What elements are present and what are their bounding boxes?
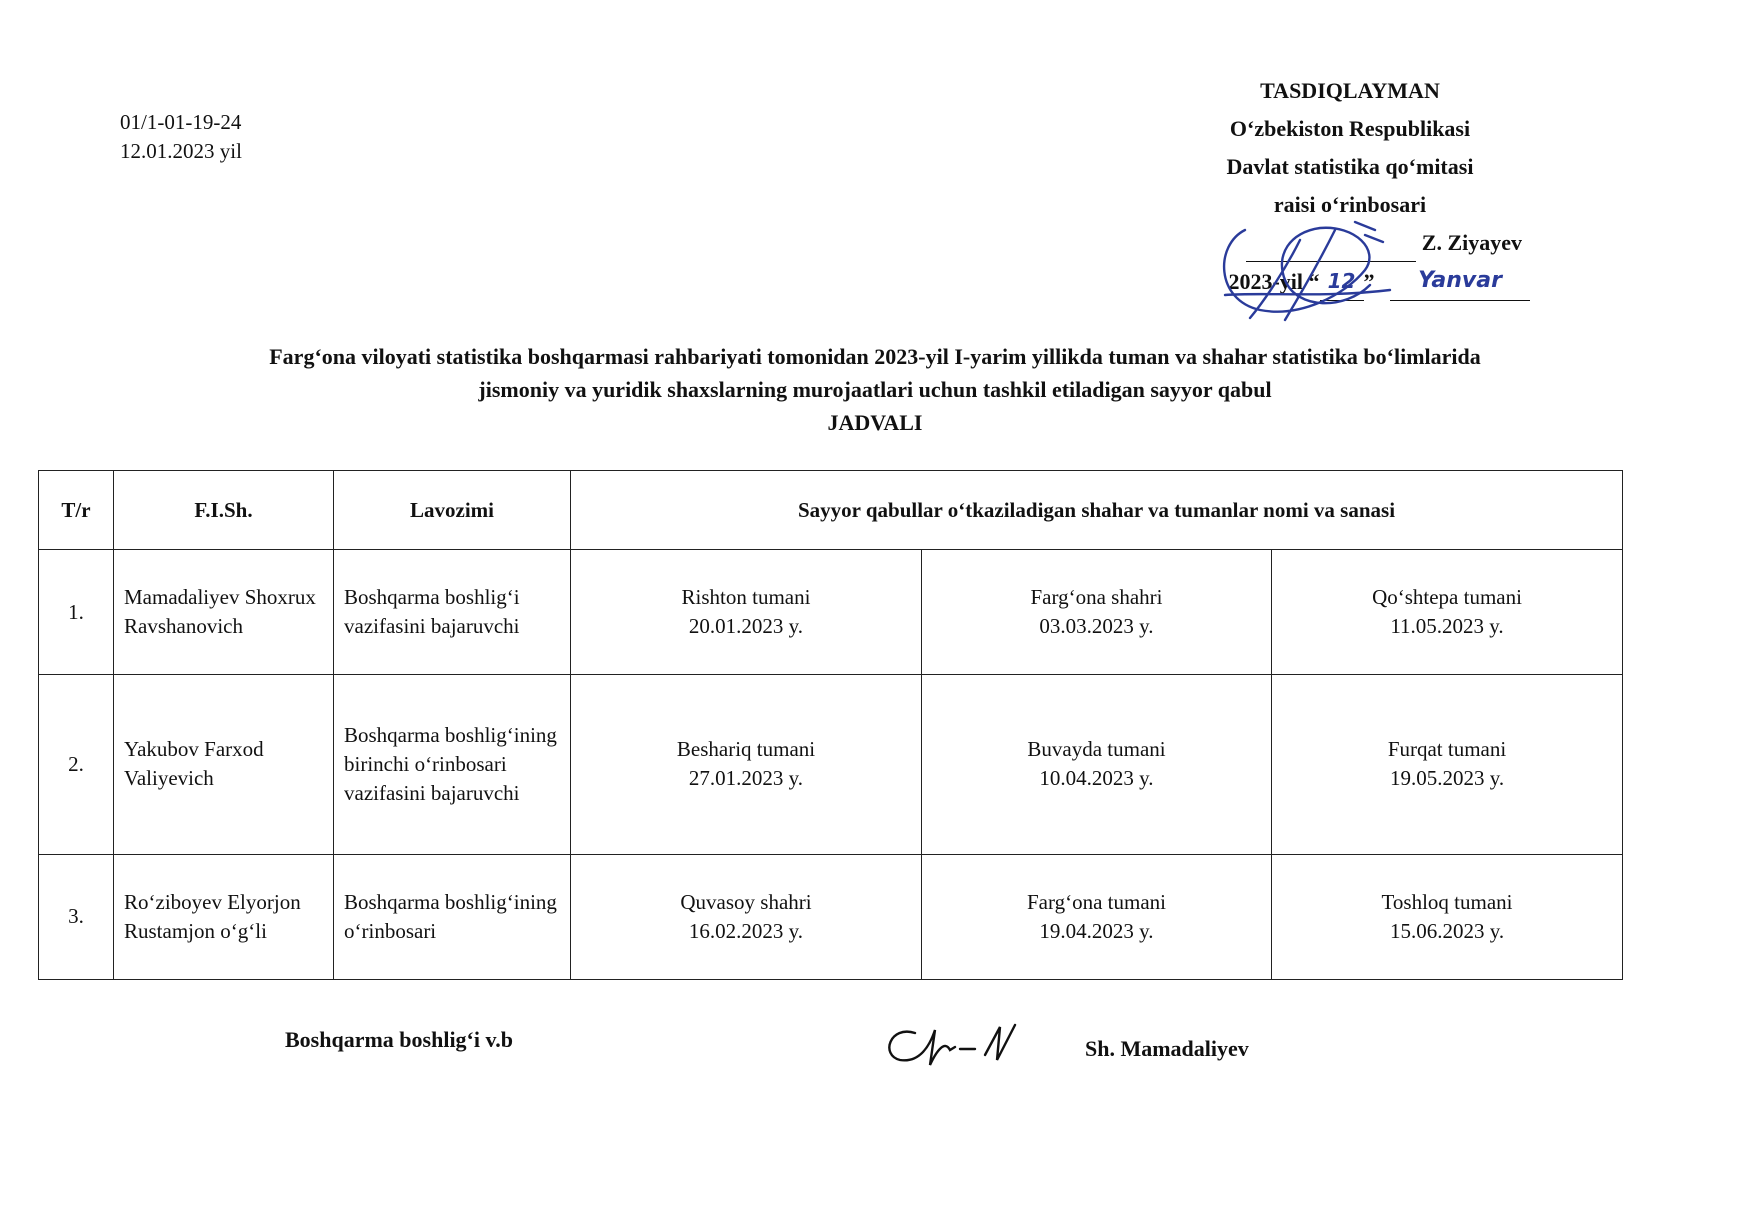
visit-cell <box>922 550 1272 675</box>
approval-signer-row <box>1170 224 1530 262</box>
title-line3: JADVALI <box>827 410 923 435</box>
title-line2: jismoniy va yuridik shaxslarning murojaatlari uchun tashkil etiladigan sayyor qabul <box>478 377 1272 402</box>
visit-cell <box>571 675 922 854</box>
header-name: F.I.Sh. <box>114 471 334 550</box>
visit-cell <box>922 854 1272 979</box>
table-row <box>39 854 1623 979</box>
visit-date: 11.05.2023 y. <box>1390 614 1504 639</box>
visit-place: Buvayda tumani <box>1027 737 1166 762</box>
visit-cell <box>1272 675 1623 854</box>
row-number: 1. <box>39 550 114 675</box>
row-position: Boshqarma boshlig‘ining o‘rinbosari <box>334 854 571 979</box>
visit-cell <box>922 675 1272 854</box>
table-row <box>39 675 1623 854</box>
header-position: Lavozimi <box>334 471 571 550</box>
table-row <box>39 550 1623 675</box>
footer-name: Sh. Mamadaliyev <box>1085 1036 1249 1061</box>
visit-cell <box>1272 550 1623 675</box>
row-number: 3. <box>39 854 114 979</box>
visit-cell <box>571 550 922 675</box>
visit-place: Toshloq tumani <box>1381 889 1513 914</box>
visit-date: 19.05.2023 y. <box>1389 766 1505 791</box>
row-position: Boshqarma boshlig‘i vazifasini bajaruvchi <box>334 550 571 675</box>
visit-place: Farg‘ona tumani <box>1026 889 1166 914</box>
approval-signer: Z. Ziyayev <box>1421 230 1522 255</box>
approval-heading: TASDIQLAYMAN <box>1260 78 1440 103</box>
title-line1: Farg‘ona viloyati statistika boshqarmasi rahbariyati tomonidan 2023-yil I-yarim yillikda tuman va shahar statistika bo‘limlarida <box>269 344 1481 369</box>
row-position: Boshqarma boshlig‘ining birinchi o‘rinbosari vazifasini bajaruvchi <box>334 675 571 854</box>
approval-month: Yanvar <box>1390 262 1530 301</box>
visit-date: 03.03.2023 y. <box>1039 614 1154 639</box>
document-date: 12.01.2023 yil <box>120 139 242 163</box>
visit-date: 20.01.2023 y. <box>688 614 804 639</box>
visit-cell <box>571 854 922 979</box>
document-title <box>40 340 1710 439</box>
document-reference <box>120 108 242 166</box>
visit-date: 15.06.2023 y. <box>1389 918 1505 943</box>
visit-date: 10.04.2023 y. <box>1039 766 1154 791</box>
visit-cell <box>1272 854 1623 979</box>
row-name: Yakubov Farxod Valiyevich <box>114 675 334 854</box>
table-header-row <box>39 471 1623 550</box>
visit-place: Farg‘ona shahri <box>1030 585 1163 610</box>
row-name: Ro‘ziboyev Elyorjon Rustamjon o‘g‘li <box>114 854 334 979</box>
visit-date: 16.02.2023 y. <box>688 918 804 943</box>
visit-place: Qo‘shtepa tumani <box>1372 585 1522 610</box>
row-name: Mamadaliyev Shoxrux Ravshanovich <box>114 550 334 675</box>
header-visits: Sayyor qabullar o‘tkaziladigan shahar va tumanlar nomi va sanasi <box>571 471 1623 550</box>
document-number: 01/1-01-19-24 <box>120 110 242 134</box>
approval-block <box>1170 72 1530 301</box>
visit-place: Beshariq tumani <box>676 737 816 762</box>
approval-year: 2023-yil <box>1228 269 1303 294</box>
approval-org-line1: O‘zbekiston Respublikasi <box>1229 116 1471 141</box>
row-number: 2. <box>39 675 114 854</box>
header-num: T/r <box>39 471 114 550</box>
visit-date: 27.01.2023 y. <box>688 766 804 791</box>
footer-role: Boshqarma boshlig‘i v.b <box>285 1027 514 1052</box>
visit-date: 19.04.2023 y. <box>1039 918 1154 943</box>
schedule-table <box>38 470 1623 980</box>
approval-org-line3: raisi o‘rinbosari <box>1273 192 1427 217</box>
approval-date-row: 2023-yil “ 12 ” Yanvar <box>1170 262 1530 301</box>
footer-signature-image <box>875 1015 1035 1075</box>
approval-day: 12 <box>1320 262 1364 301</box>
visit-place: Rishton tumani <box>681 585 811 610</box>
visit-place: Furqat tumani <box>1387 737 1507 762</box>
approval-org-line2: Davlat statistika qo‘mitasi <box>1226 154 1474 179</box>
visit-place: Quvasoy shahri <box>680 889 812 914</box>
